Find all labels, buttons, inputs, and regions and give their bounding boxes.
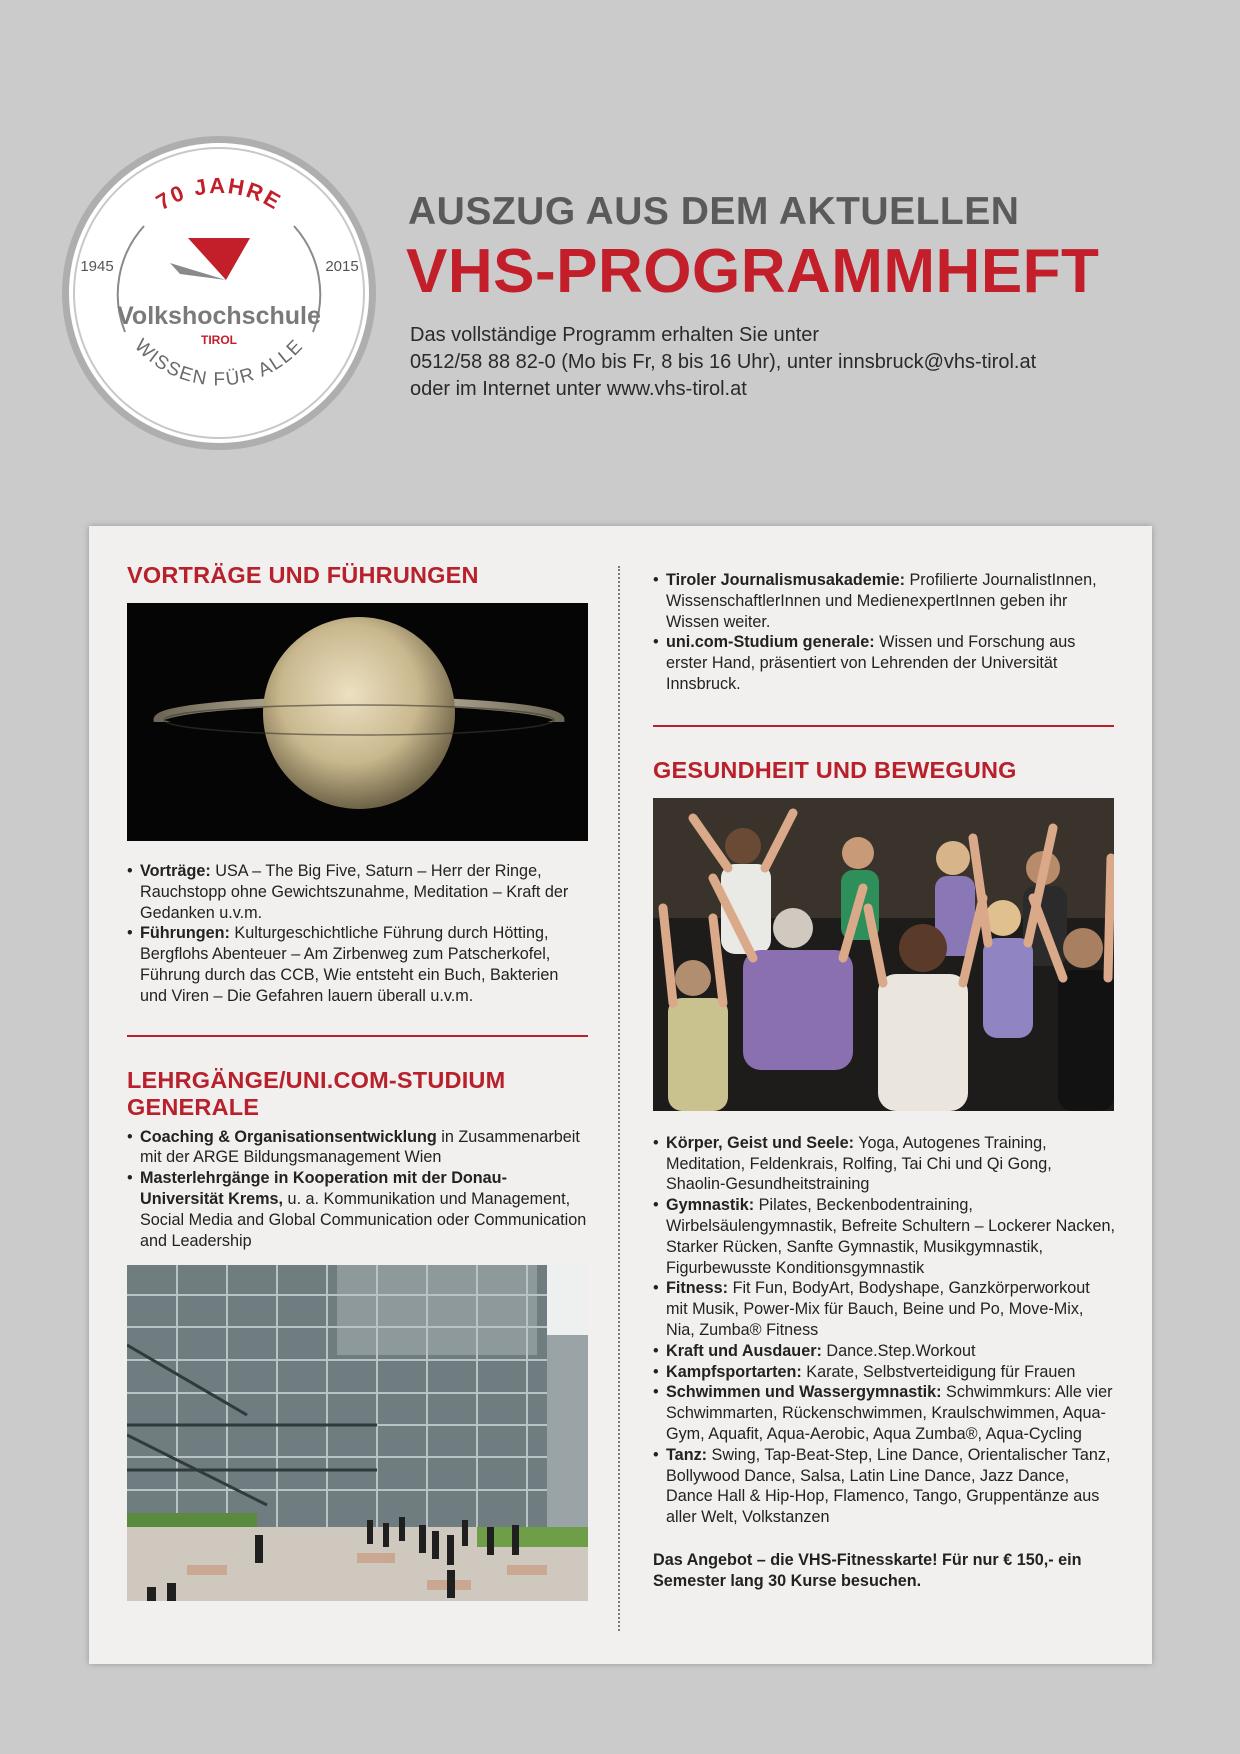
- section-title-health: GESUNDHEIT UND BEWEGUNG: [653, 756, 1017, 783]
- intro-line: Das vollständige Programm erhalten Sie unter: [410, 324, 820, 346]
- page-title: VHS-PROGRAMMHEFT: [406, 237, 1100, 306]
- list-item: • Coaching & Organisationsentwicklung in Zusammenarbeit mit der ARGE Bildungsmanagement Wien: [127, 1127, 589, 1169]
- section-title-lectures: VORTRÄGE UND FÜHRUNGEN: [127, 562, 479, 588]
- list-item: • Fitness: Fit Fun, BodyArt, Bodyshape, Ganzkörperworkout mit Musik, Power-Mix für Bauch, Beine und Po, Move-Mix, Nia, Zumba® Fitness: [653, 1278, 1115, 1340]
- list-item: • Kraft und Ausdauer: Dance.Step.Workout: [653, 1341, 1115, 1362]
- list-item: • Tanz: Swing, Tap-Beat-Step, Line Dance, Orientalischer Tanz, Bollywood Dance, Salsa, Latin Line Dance, Jazz Dance, Dance Hall & Hip-Hop, Flamenco, Tango, Gruppentänze aus aller Welt, Volkstanzen: [653, 1445, 1115, 1528]
- section-rule: [127, 1035, 588, 1037]
- content-panel: [89, 526, 1152, 1664]
- list-item: • Tiroler Journalismusakademie: Profilierte JournalistInnen, WissenschaftlerInnen und MedienexpertInnen geben ihr Wissen weiter.: [653, 570, 1115, 632]
- right-column: [653, 570, 1115, 1592]
- list-item: • Vorträge: USA – The Big Five, Saturn – Herr der Ringe, Rauchstopp ohne Gewichtszunahme, Meditation – Kraft der Gedanken u.v.m.: [127, 861, 589, 923]
- badge-name: Volkshochschule: [117, 302, 321, 330]
- list-item: • uni.com-Studium generale: Wissen und Forschung aus erster Hand, präsentiert von Lehrenden der Universität Innsbruck.: [653, 632, 1115, 694]
- list-item: • Führungen: Kulturgeschichtliche Führung durch Hötting, Bergflohs Abenteuer – Am Zirbenweg zum Patscherkofel, Führung durch das CCB, Wie entsteht ein Buch, Bakterien und Viren – Die Gefahren lauern überall u.v.m.: [127, 923, 589, 1006]
- list-item: • Gymnastik: Pilates, Beckenbodentraining, Wirbelsäulengymnastik, Befreite Schultern – Lockerer Nacken, Starker Rücken, Sanfte Gymnastik, Musikgymnastik, Figurbewusste Konditionsgymnastik: [653, 1195, 1115, 1278]
- list-item: • Schwimmen und Wassergymnastik: Schwimmkurs: Alle vier Schwimmarten, Rückenschwimmen, Kraulschwimmen, Aqua-Gym, Aquafit, Aqua-Aerobic, Aqua Zumba®, Aqua-Cycling: [653, 1382, 1115, 1444]
- campus-building-image: [127, 1265, 588, 1601]
- badge-slogan: WISSEN FÜR ALLE: [130, 335, 308, 391]
- courses-list: [127, 1127, 589, 1252]
- left-column: [127, 562, 589, 1601]
- header-subtitle: AUSZUG AUS DEM AKTUELLEN: [408, 190, 1020, 233]
- badge-anniversary: 70 JAHRE: [151, 172, 287, 215]
- vhs-anniversary-badge: [60, 134, 378, 452]
- courses-list-continued: [653, 570, 1115, 695]
- lectures-list: [127, 861, 589, 1007]
- intro-line: oder im Internet unter www.vhs-tirol.at: [410, 378, 747, 400]
- fitness-card-offer: Das Angebot – die VHS-Fitnesskarte! Für nur € 150,- ein Semester lang 30 Kurse besuchen.: [653, 1550, 1082, 1590]
- dance-group-image: [653, 798, 1114, 1111]
- badge-year-end: 2015: [325, 258, 359, 275]
- health-list: [653, 1133, 1115, 1528]
- section-rule: [653, 725, 1114, 727]
- list-item: • Masterlehrgänge in Kooperation mit der Donau-Universität Krems, u. a. Kommunikation und Management, Social Media and Global Communication oder Communication and Leadership: [127, 1168, 589, 1251]
- intro-line: 0512/58 88 82-0 (Mo bis Fr, 8 bis 16 Uhr), unter innsbruck@vhs-tirol.at: [410, 351, 1037, 373]
- badge-seal: [60, 134, 378, 452]
- saturn-image: [127, 603, 588, 841]
- badge-region: TIROL: [201, 333, 237, 347]
- section-title-courses: LEHRGÄNGE/UNI.COM-STUDIUM GENERALE: [127, 1066, 506, 1120]
- badge-year-start: 1945: [80, 258, 114, 275]
- intro-text: [410, 322, 1170, 403]
- column-divider: [618, 566, 620, 1631]
- list-item: • Körper, Geist und Seele: Yoga, Autogenes Training, Meditation, Feldenkrais, Rolfing, Tai Chi und Qi Gong, Shaolin-Gesundheitstraining: [653, 1133, 1115, 1195]
- list-item: • Kampfsportarten: Karate, Selbstverteidigung für Frauen: [653, 1362, 1115, 1383]
